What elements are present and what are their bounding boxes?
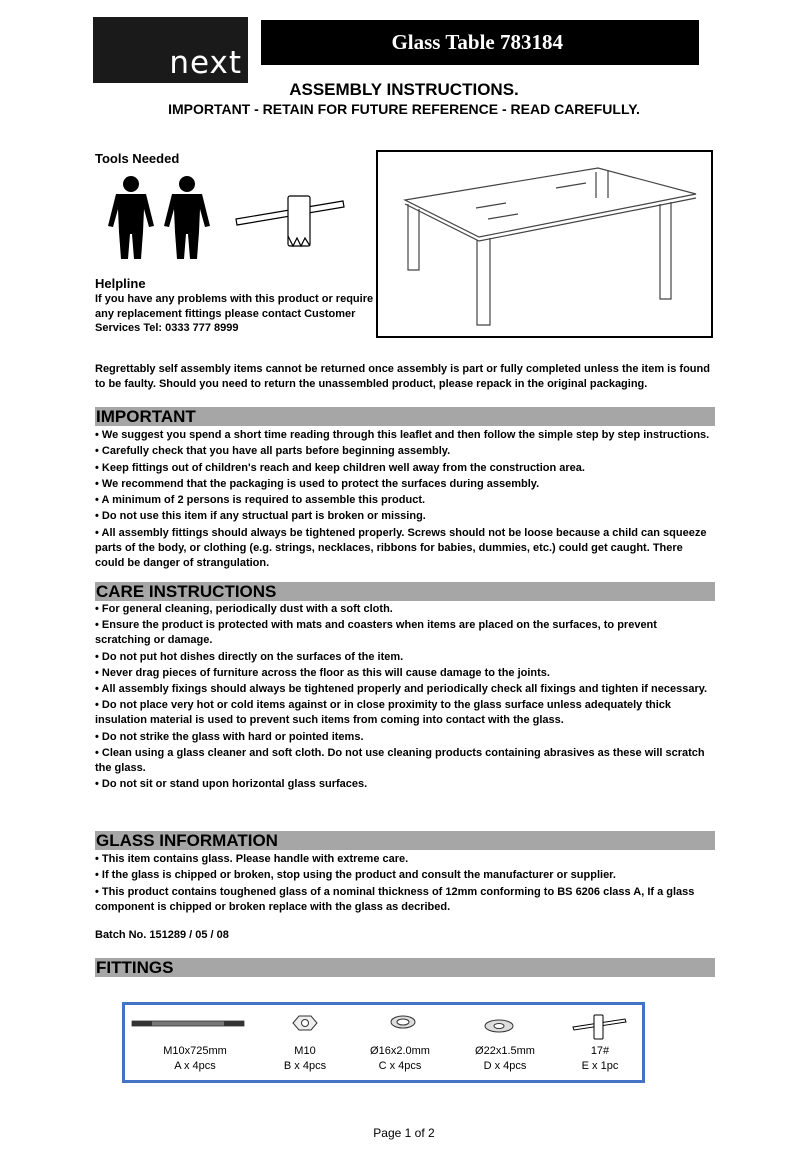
fitting-spec: Ø22x1.5mm bbox=[475, 1045, 535, 1057]
page-number: Page 1 of 2 bbox=[373, 1126, 435, 1140]
product-title: Glass Table 783184 bbox=[261, 20, 699, 65]
person-icon bbox=[164, 176, 210, 259]
return-notice: Regrettably self assembly items cannot be returned once assembly is part or fully completed unless the item is found to be faulty. Should you need to return the unassembled product, please repack in the original packaging. bbox=[95, 363, 710, 390]
flat-washer-icon bbox=[485, 1020, 513, 1032]
glass-section-title: GLASS INFORMATION bbox=[96, 831, 278, 850]
person-icon bbox=[108, 176, 154, 259]
list-item: • Do not put hot dishes directly on the surfaces of the item. bbox=[95, 650, 404, 663]
hex-nut-icon bbox=[293, 1016, 317, 1030]
list-item: • A minimum of 2 persons is required to assemble this product. bbox=[95, 494, 426, 507]
fittings-section-header bbox=[95, 958, 715, 977]
fitting-spec: 17# bbox=[590, 1045, 610, 1057]
fitting-qty: A x 4pcs bbox=[174, 1060, 216, 1072]
list-item: • Do not place very hot or cold items against or in close proximity to the glass surface unless adequately thick insulation material is used to prevent such items from coming into contact with the glass. bbox=[95, 699, 672, 727]
list-item: • Keep fittings out of children's reach and keep children well away from the construction area. bbox=[95, 461, 585, 474]
fitting-spec: M10x725mm bbox=[163, 1045, 227, 1057]
batch-number: Batch No. 151289 / 05 / 08 bbox=[95, 929, 229, 941]
list-item: • This item contains glass. Please handle with extreme care. bbox=[95, 853, 409, 865]
fitting-b bbox=[265, 1044, 345, 1074]
spring-washer-icon bbox=[391, 1016, 415, 1028]
fitting-e bbox=[565, 1044, 635, 1074]
fitting-qty: B x 4pcs bbox=[283, 1060, 327, 1072]
box-spanner-icon bbox=[236, 196, 344, 246]
list-item: • Carefully check that you have all parts before beginning assembly. bbox=[95, 445, 451, 458]
list-item: • If the glass is chipped or broken, stop using the product and consult the manufacturer or supplier. bbox=[95, 869, 616, 882]
fitting-a bbox=[145, 1044, 245, 1074]
care-section-title: CARE INSTRUCTIONS bbox=[96, 582, 277, 601]
fitting-qty: E x 1pc bbox=[581, 1060, 619, 1072]
list-item: • Do not strike the glass with hard or pointed items. bbox=[95, 730, 364, 743]
list-item: • All assembly fittings should always be tightened properly. Screws should not be loose because a child can squeeze parts of the body, or clothing (e.g. strings, necklaces, ribbons for babies, dummies, etc.) could get caught. There could be danger of strangulation. bbox=[95, 526, 707, 569]
page-heading: ASSEMBLY INSTRUCTIONS. bbox=[289, 80, 519, 99]
list-item: • Clean using a glass cleaner and soft cloth. Do not use cleaning products containing abrasives as these will scratch the glass. bbox=[95, 747, 705, 775]
important-section-header bbox=[95, 407, 715, 426]
next-logo bbox=[93, 17, 248, 83]
logo-text: next bbox=[169, 45, 242, 81]
tools-illustration bbox=[105, 174, 355, 262]
care-section-header bbox=[95, 582, 715, 601]
list-item: • For general cleaning, periodically dust with a soft cloth. bbox=[95, 603, 393, 615]
list-item: • Never drag pieces of furniture across the floor as this will cause damage to the joints. bbox=[95, 666, 550, 679]
fitting-spec: Ø16x2.0mm bbox=[370, 1045, 430, 1057]
list-item: • This product contains toughened glass of a nominal thickness of 12mm conforming to BS 6206 class A, If a glass component is chipped or broken replace with the glass as decribed. bbox=[95, 885, 695, 913]
important-list bbox=[95, 428, 715, 572]
glass-table-drawing bbox=[378, 152, 711, 336]
glass-list bbox=[95, 852, 715, 916]
list-item: • All assembly fixings should always be tightened properly and periodically check all fixings and tighten if necessary. bbox=[95, 683, 708, 696]
box-spanner-icon bbox=[573, 1015, 626, 1039]
fittings-section-title: FITTINGS bbox=[96, 958, 174, 977]
list-item: • We suggest you spend a short time reading through this leaflet and then follow the simple step by step instructions. bbox=[95, 429, 710, 441]
threaded-rod-icon bbox=[132, 1021, 244, 1026]
important-section-title: IMPORTANT bbox=[96, 407, 196, 426]
fitting-spec: M10 bbox=[294, 1045, 316, 1057]
care-list bbox=[95, 602, 715, 794]
fittings-icons bbox=[125, 1005, 642, 1045]
fitting-c bbox=[355, 1044, 445, 1074]
fitting-d bbox=[460, 1044, 550, 1074]
glass-section-header bbox=[95, 831, 715, 850]
list-item: • We recommend that the packaging is used to protect the surfaces during assembly. bbox=[95, 477, 540, 490]
fitting-qty: D x 4pcs bbox=[483, 1060, 527, 1072]
tools-needed-label: Tools Needed bbox=[95, 151, 180, 166]
fitting-qty: C x 4pcs bbox=[378, 1060, 422, 1072]
list-item: • Do not use this item if any structual part is broken or missing. bbox=[95, 510, 426, 523]
table-illustration bbox=[376, 150, 713, 338]
helpline-label: Helpline bbox=[95, 276, 146, 291]
list-item: • Ensure the product is protected with mats and coasters when items are placed on the surfaces, to prevent scratching or damage. bbox=[95, 619, 657, 647]
helpline-text: If you have any problems with this product or require any replacement fittings please contact Customer Services Tel: 0333 777 8999 bbox=[95, 293, 374, 334]
page-subheading: IMPORTANT - RETAIN FOR FUTURE REFERENCE - READ CAREFULLY. bbox=[168, 101, 640, 117]
list-item: • Do not sit or stand upon horizontal glass surfaces. bbox=[95, 778, 368, 791]
fittings-panel bbox=[122, 1002, 645, 1083]
